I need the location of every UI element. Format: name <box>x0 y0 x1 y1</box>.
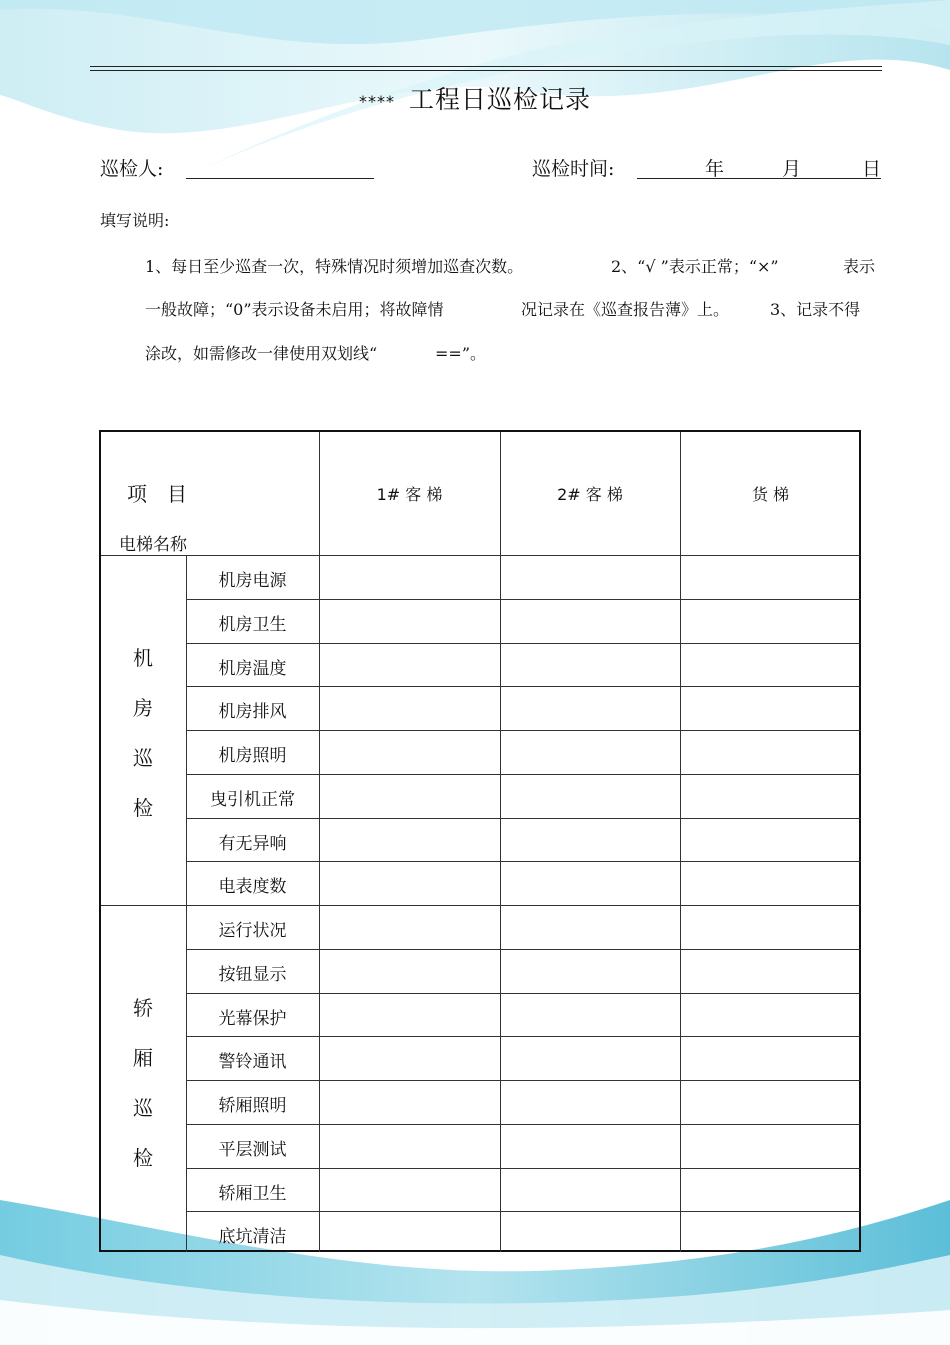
result-cell[interactable] <box>500 643 680 687</box>
result-cell[interactable] <box>319 599 500 643</box>
result-cell[interactable] <box>500 686 680 730</box>
result-cell[interactable] <box>500 1168 680 1212</box>
instruction-3a: 涂改，如需修改一律使用双划线“ <box>145 344 378 363</box>
instructions-title: 填写说明: <box>100 211 170 230</box>
page-title <box>0 80 950 116</box>
inspection-item-label: 底坑清洁 <box>218 1227 287 1248</box>
result-cell[interactable] <box>319 774 500 818</box>
instruction-2a: 一般故障；“0”表示设备未启用；将故障情 <box>145 300 444 319</box>
inspection-item-label: 曳引机正常 <box>210 789 295 810</box>
result-cell[interactable] <box>319 1168 500 1212</box>
result-cell[interactable] <box>680 643 861 687</box>
group-name-char: 检 <box>133 796 153 820</box>
header-col-3: 货 梯 <box>751 485 790 504</box>
inspection-item-label: 电表度数 <box>218 877 287 898</box>
result-cell[interactable] <box>500 993 680 1037</box>
instruction-2c: 3、记录不得 <box>770 300 861 319</box>
result-cell[interactable] <box>319 555 500 599</box>
group-name-char: 轿 <box>133 996 153 1020</box>
result-cell[interactable] <box>500 949 680 993</box>
inspection-item-label: 机房卫生 <box>218 614 287 635</box>
result-cell[interactable] <box>680 555 861 599</box>
instruction-2b: 况记录在《巡查报告薄》上。 <box>521 300 730 319</box>
result-cell[interactable] <box>319 993 500 1037</box>
result-cell[interactable] <box>319 730 500 774</box>
result-cell[interactable] <box>680 905 861 949</box>
result-cell[interactable] <box>319 861 500 905</box>
result-cell[interactable] <box>319 643 500 687</box>
header-col-2: 2# 客 梯 <box>557 485 623 504</box>
inspection-item-label: 运行状况 <box>218 921 287 941</box>
instruction-1b: 2、“√ ”表示正常；“×” <box>611 257 779 276</box>
result-cell[interactable] <box>680 818 861 862</box>
inspection-item-label: 平层测试 <box>218 1139 287 1160</box>
result-cell[interactable] <box>319 1211 500 1255</box>
inspector-field[interactable] <box>186 178 374 179</box>
inspection-item-label: 轿厢卫生 <box>218 1183 287 1204</box>
result-cell[interactable] <box>500 555 680 599</box>
header-col-1: 1# 客 梯 <box>376 485 443 504</box>
result-cell[interactable] <box>500 730 680 774</box>
inspection-item-label: 机房温度 <box>218 658 287 679</box>
result-cell[interactable] <box>500 1036 680 1080</box>
group-name-char: 机 <box>133 646 153 670</box>
result-cell[interactable] <box>319 1080 500 1124</box>
title-stars: **** <box>358 92 395 111</box>
title-text: 工程日巡检记录 <box>408 85 591 114</box>
day-label: 日 <box>862 158 882 180</box>
inspection-item-label: 机房电源 <box>218 571 287 591</box>
month-label: 月 <box>782 158 802 180</box>
result-cell[interactable] <box>319 686 500 730</box>
inspector-label: 巡检人: <box>100 158 164 180</box>
year-label: 年 <box>705 158 725 180</box>
result-cell[interactable] <box>319 949 500 993</box>
result-cell[interactable] <box>680 1168 861 1212</box>
result-cell[interactable] <box>680 599 861 643</box>
group-name-char: 检 <box>133 1146 153 1170</box>
result-cell[interactable] <box>319 818 500 862</box>
inspect-time-field[interactable] <box>637 178 881 179</box>
result-cell[interactable] <box>500 774 680 818</box>
group-name-char: 巡 <box>133 1096 153 1120</box>
result-cell[interactable] <box>680 1080 861 1124</box>
result-cell[interactable] <box>680 861 861 905</box>
header-item-label: 项 目 <box>127 482 187 506</box>
result-cell[interactable] <box>680 1124 861 1168</box>
result-cell[interactable] <box>319 1124 500 1168</box>
inspection-table <box>99 430 861 1252</box>
result-cell[interactable] <box>680 774 861 818</box>
inspection-item-label: 按钮显示 <box>218 964 287 985</box>
result-cell[interactable] <box>500 1124 680 1168</box>
result-cell[interactable] <box>500 1211 680 1255</box>
top-rule-1 <box>90 66 882 67</box>
result-cell[interactable] <box>500 1080 680 1124</box>
result-cell[interactable] <box>319 905 500 949</box>
result-cell[interactable] <box>680 1036 861 1080</box>
inspection-item-label: 机房排风 <box>218 702 287 723</box>
result-cell[interactable] <box>680 686 861 730</box>
result-cell[interactable] <box>500 818 680 862</box>
group-name-char: 巡 <box>133 746 153 770</box>
instruction-1c: 表示 <box>843 257 876 276</box>
inspection-item-label: 警铃通讯 <box>218 1052 287 1073</box>
instruction-1a: 1、每日至少巡查一次，特殊情况时须增加巡查次数。 <box>145 257 524 276</box>
result-cell[interactable] <box>500 861 680 905</box>
result-cell[interactable] <box>680 1211 861 1255</box>
inspection-item-label: 有无异响 <box>218 833 287 854</box>
result-cell[interactable] <box>680 730 861 774</box>
inspection-item-label: 轿厢照明 <box>218 1096 287 1116</box>
header-elevator-name: 电梯名称 <box>119 535 187 555</box>
group-name-char: 房 <box>133 696 153 720</box>
result-cell[interactable] <box>500 599 680 643</box>
result-cell[interactable] <box>680 993 861 1037</box>
group-name-char: 厢 <box>133 1046 153 1070</box>
top-rule-2 <box>90 70 882 71</box>
inspect-time-label: 巡检时间: <box>532 158 615 180</box>
result-cell[interactable] <box>680 949 861 993</box>
result-cell[interactable] <box>319 1036 500 1080</box>
result-cell[interactable] <box>500 905 680 949</box>
inspection-item-label: 光幕保护 <box>218 1008 287 1029</box>
inspection-item-label: 机房照明 <box>218 746 287 766</box>
instruction-3b: ==”。 <box>435 344 486 363</box>
